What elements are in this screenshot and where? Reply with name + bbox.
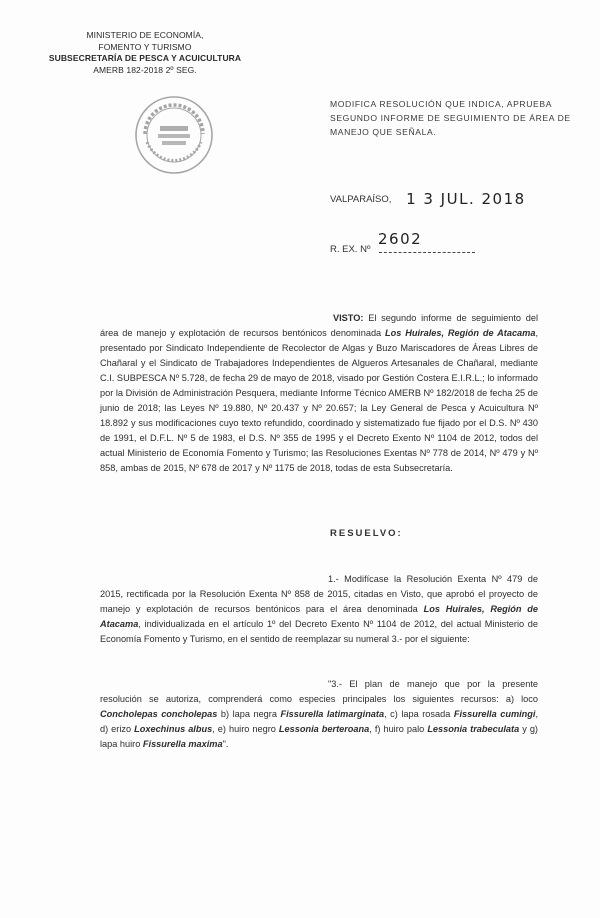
- point-1-area-name: Los Huirales, Región de Atacama: [100, 604, 539, 629]
- point-3-paragraph: [100, 677, 538, 752]
- official-stamp-seal: [133, 94, 215, 176]
- species-loxechinus-albus: Loxechinus albus: [134, 724, 213, 734]
- point-3-text-1: "3.- El plan de manejo que por la presente resolución se autoriza, comprenderá como especies principales los siguientes recursos: a) loco: [100, 679, 538, 704]
- point-3-text-2: b) lapa negra: [217, 709, 281, 719]
- header-line-fomento: FOMENTO Y TURISMO: [98, 41, 192, 52]
- species-fissurella-latimarginata: Fissurella latimarginata: [280, 709, 385, 719]
- species-lessonia-berteroana: Lessonia berteroana: [278, 724, 370, 734]
- species-fissurella-cumingi: Fissurella cumingi: [453, 709, 536, 719]
- species-fissurella-maxima: Fissurella maxima: [142, 739, 223, 749]
- stamped-date: 1 3 JUL. 2018: [406, 190, 526, 208]
- resolution-subject: MODIFICA RESOLUCIÓN QUE INDICA, APRUEBA SEGUNDO INFORME DE SEGUIMIENTO DE ÁREA DE MANEJO QUE SEÑALA.: [330, 99, 571, 137]
- point-1-paragraph: [100, 572, 538, 647]
- resuelvo-heading: RESUELVO:: [330, 528, 403, 539]
- rex-number-value: 2602: [378, 230, 423, 248]
- point-3-text-4: , d) erizo: [100, 709, 539, 734]
- place-and-date: [330, 188, 526, 206]
- point-3-text-8: ".: [222, 739, 229, 749]
- species-concholepas: Concholepas concholepas: [100, 709, 218, 719]
- rex-label: R. EX. Nº: [330, 244, 371, 255]
- point-3-text-6: , f) huiro palo: [369, 724, 428, 734]
- point-3-text-5: , e) huiro negro: [212, 724, 279, 734]
- place-label: VALPARAÍSO,: [330, 194, 392, 205]
- point-1-text-a: 1.- Modifícase la Resolución Exenta Nº 479 de 2015, rectificada por la Resolución Exenta Nº 858 de 2015, citadas en Visto, que aprobó el proyecto de manejo y explotación de recursos bentónicos para el área denominada: [100, 574, 538, 614]
- visto-area-name: Los Huirales, Región de Atacama: [385, 328, 536, 338]
- point-1-text-b: , individualizada en el artículo 1º del Decreto Exento Nº 1104 de 2012, del actual Ministerio de Economía Fomento y Turismo, en el sentido de reemplazar su numeral 3.- por el siguiente:: [100, 619, 538, 644]
- header-line-amerb: AMERB 182-2018 2º SEG.: [93, 64, 197, 75]
- species-lessonia-trabeculata: Lessonia trabeculata: [427, 724, 520, 734]
- header-line-subsecretaria: SUBSECRETARÍA DE PESCA Y ACUICULTURA: [48, 53, 242, 63]
- visto-label: VISTO:: [333, 313, 364, 323]
- visto-text-a: El segundo informe de seguimiento del área de manejo y explotación de recursos bentónicos denominada: [100, 313, 538, 338]
- visto-paragraph: [100, 311, 538, 476]
- ministry-header: [40, 30, 250, 76]
- resolution-number: [330, 230, 475, 255]
- point-3-text-7: y g) lapa huiro: [100, 724, 538, 749]
- point-3-text-3: , c) lapa rosada: [384, 709, 454, 719]
- visto-text-b: , presentado por Sindicato Independiente de Recolector de Algas y Buzo Mariscadores de Áreas Libres de Chañaral y el Sindicato de Trabajadores Independientes de Algueros Artesanales de Chañaral, mediante C.I. SUBPESCA Nº 5.728, de fecha 29 de mayo de 2018, visado por Gestión Costera E.I.R.L.; lo informado por la División de Administración Pesquera, mediante Informe Técnico AMERB Nº 182/2018 de fecha 25 de junio de 2018; las Leyes Nº 19.880, Nº 20.437 y Nº 20.657; la Ley General de Pesca y Acuicultura Nº 18.892 y sus modificaciones cuyo texto refundido, coordinado y sistematizado fue fijado por el D.S. Nº 430 de 1991, el D.F.L. Nº 5 de 1983, el D.S. Nº 355 de 1995 y el Decreto Exento Nº 1104 de 2012, todos del actual Ministerio de Economía Fomento y Turismo; las Resoluciones Exentas Nº 778 de 2014, Nº 479 y Nº 858, ambas de 2015, Nº 678 de 2017 y Nº 1175 de 2018, todas de esta Subsecretaría.: [100, 328, 538, 473]
- header-line-ministry: MINISTERIO DE ECONOMÍA,: [86, 30, 204, 40]
- rex-number-line: [379, 252, 475, 253]
